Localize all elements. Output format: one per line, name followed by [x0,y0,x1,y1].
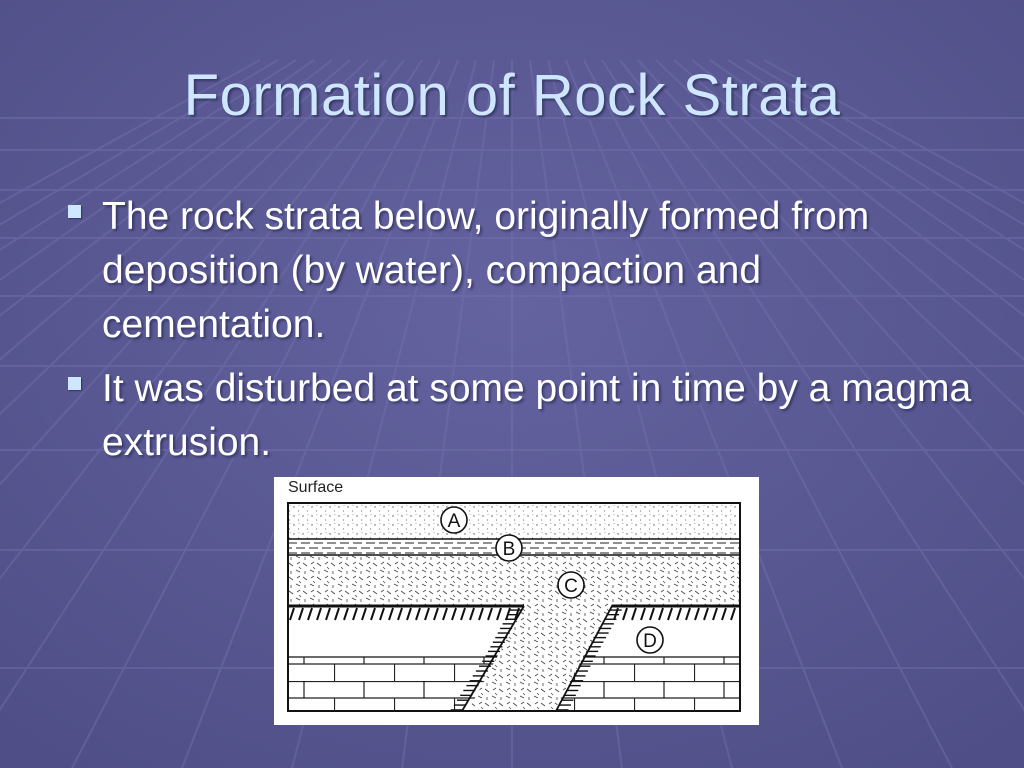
surface-label: Surface [288,479,344,496]
marker-a [441,507,467,533]
svg-text:A: A [447,511,461,532]
slide-title: Formation of Rock Strata [183,63,841,128]
layer-a [288,503,740,539]
bullet-item [62,362,982,470]
square-bullet-icon [68,377,81,390]
bullet-list [62,190,982,480]
bullet-text: The rock strata below, originally formed from deposition (by water), compaction and cementation. [102,195,870,346]
bullet-text: It was disturbed at some point in time by a magma extrusion. [102,367,972,464]
marker-d [637,627,663,653]
rock-strata-diagram [274,477,759,725]
svg-text:B: B [502,539,516,560]
square-bullet-icon [68,205,81,218]
bullet-item [62,190,982,352]
marker-b [496,535,522,561]
marker-c [558,572,584,598]
svg-text:C: C [564,576,578,597]
svg-text:D: D [643,631,657,652]
